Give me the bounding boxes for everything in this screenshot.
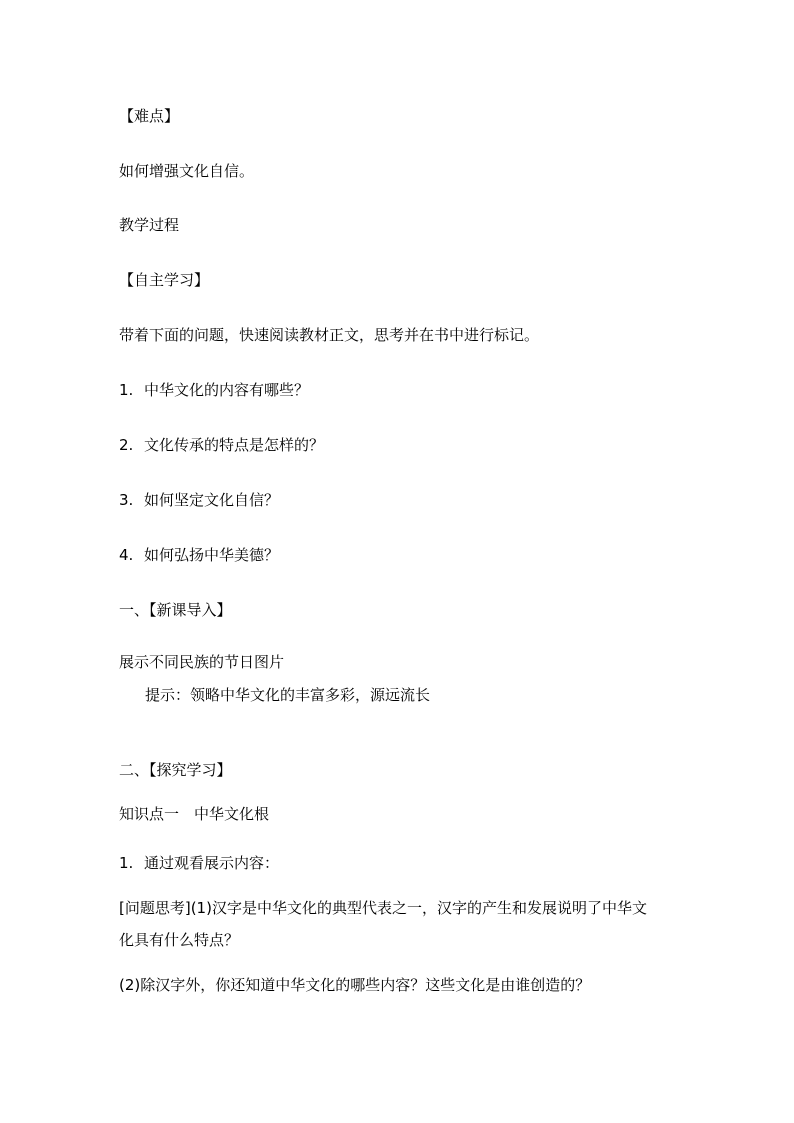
question-text: 如何坚定文化自信？ (144, 491, 280, 509)
section1-heading: 一、【新课导入】 (119, 601, 232, 619)
section1-text: 展示不同民族的节日图片 (119, 653, 285, 671)
question-text: 中华文化的内容有哪些？ (144, 381, 310, 399)
difficulty-heading: 【难点】 (119, 107, 180, 125)
section1-hint: 提示：领略中华文化的丰富多彩，源远流长 (145, 686, 431, 704)
knowledge-point-title: 知识点一 中华文化根 (119, 805, 270, 823)
question-item (119, 545, 279, 565)
question-number: 4. (119, 546, 134, 564)
question-item (119, 490, 279, 510)
section2-heading: 二、【探究学习】 (119, 761, 232, 779)
inquiry-line-3: (2)除汉字外，你还知道中华文化的哪些内容？这些文化是由谁创造的？ (119, 976, 591, 994)
item-one-text: 通过观看展示内容： (144, 854, 280, 872)
question-text: 如何弘扬中华美德？ (144, 546, 280, 564)
inquiry-line-1: [问题思考](1)汉字是中华文化的典型代表之一，汉字的产生和发展说明了中华文 (119, 899, 647, 917)
self-study-intro: 带着下面的问题，快速阅读教材正文，思考并在书中进行标记。 (119, 326, 540, 344)
inquiry-line-2: 化具有什么特点？ (119, 931, 240, 949)
process-heading: 教学过程 (119, 216, 180, 234)
question-text: 文化传承的特点是怎样的？ (144, 436, 325, 454)
question-item (119, 435, 324, 455)
question-item (119, 380, 309, 400)
question-number: 1. (119, 381, 134, 399)
item-one (119, 853, 279, 873)
question-number: 2. (119, 436, 134, 454)
question-number: 3. (119, 491, 134, 509)
self-study-heading: 【自主学习】 (119, 271, 210, 289)
item-one-number: 1. (119, 854, 134, 872)
difficulty-text: 如何增强文化自信。 (119, 162, 255, 180)
